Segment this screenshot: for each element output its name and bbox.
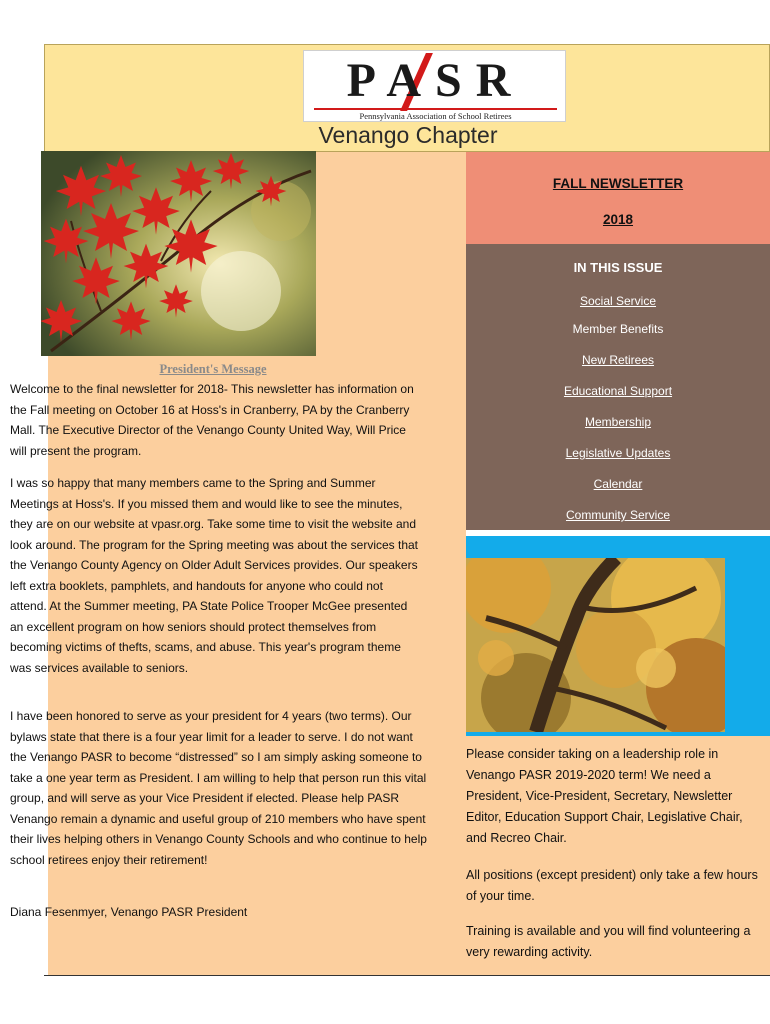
in-this-issue-box: [466, 244, 770, 530]
leadership-paragraph-1: Please consider taking on a leadership role in Venango PASR 2019-2020 term! We need a President, Vice-President, Secretary, Newsletter Editor, Education Support Chair, Legislative Chair, and Recreo Chair.: [466, 747, 743, 845]
issue-item-membership[interactable]: Membership: [584, 415, 652, 429]
issue-item-member-benefits[interactable]: Member Benefits: [572, 322, 664, 336]
presidents-message-paragraph-3: I have been honored to serve as your president for 4 years (two terms). Our bylaws state that there is a four year limit for a leader to serve. I do not want the Venango PASR to become “distressed” so I am simply asking someone to take a one year term as President. I am willing to help that person run this vital group, and will serve as your Vice President if elected. Please help PASR Venango remain a dynamic and useful group of 210 members who have spent their lives helping others in Venango County Schools and who continue to help school retirees enjoy their retirement!: [10, 709, 427, 867]
presidents-message-paragraph-2: I was so happy that many members came to the Spring and Summer Meetings at Hoss's. If you missed them and would like to see the minutes, they are on our website at vpasr.org. Take some time to visit the website and look around. The program for the Spring meeting was about the services that the Venango County Agency on Older Adult Services provides. Our speakers left extra booklets, pamphlets, and handouts for anyone who could not attend. At the Summer meeting, PA State Police Trooper McGee presented an excellent program on how seniors should protect themselves from becoming victims of thefts, scams, and abuse. This year's program theme was services available to seniors.: [10, 476, 419, 675]
bottom-rule: [44, 975, 770, 976]
maple-leaves-photo: [41, 151, 316, 356]
presidents-message-paragraph-1: Welcome to the final newsletter for 2018- This newsletter has information on the Fall meeting on October 16 at Hoss's in Cranberry, PA by the Cranberry Mall. The Executive Director of the Venango County United Way, Will Price will present the program.: [10, 382, 414, 458]
issue-item-new-retirees[interactable]: New Retirees: [581, 353, 655, 367]
fall-newsletter-box: [466, 152, 770, 244]
chapter-title: Venango Chapter: [318, 122, 498, 148]
logo-rule: [314, 108, 557, 110]
newsletter-title: FALL NEWSLETTER: [552, 176, 684, 191]
pasr-logo: [303, 50, 566, 122]
header-band: [44, 44, 770, 152]
issue-item-community-service[interactable]: Community Service: [565, 508, 671, 522]
issue-item-legislative-updates[interactable]: Legislative Updates: [565, 446, 671, 460]
logo-subtitle: Pennsylvania Association of School Retirees: [359, 111, 512, 121]
newsletter-year: 2018: [602, 212, 634, 227]
issue-item-calendar[interactable]: Calendar: [593, 477, 643, 491]
presidents-signature: Diana Fesenmyer, Venango PASR President: [10, 905, 248, 919]
logo-word: PASR: [346, 54, 525, 107]
leadership-paragraph-3: Training is available and you will find volunteering a very rewarding activity.: [466, 924, 751, 959]
in-this-issue-heading: IN THIS ISSUE: [573, 260, 663, 275]
issue-item-social-service[interactable]: Social Service: [579, 294, 657, 308]
autumn-tree-photo: [466, 558, 725, 732]
presidents-message-heading: President's Message: [159, 362, 267, 376]
leadership-paragraph-2: All positions (except president) only take a few hours of your time.: [466, 868, 758, 903]
issue-item-educational-support[interactable]: Educational Support: [563, 384, 673, 398]
